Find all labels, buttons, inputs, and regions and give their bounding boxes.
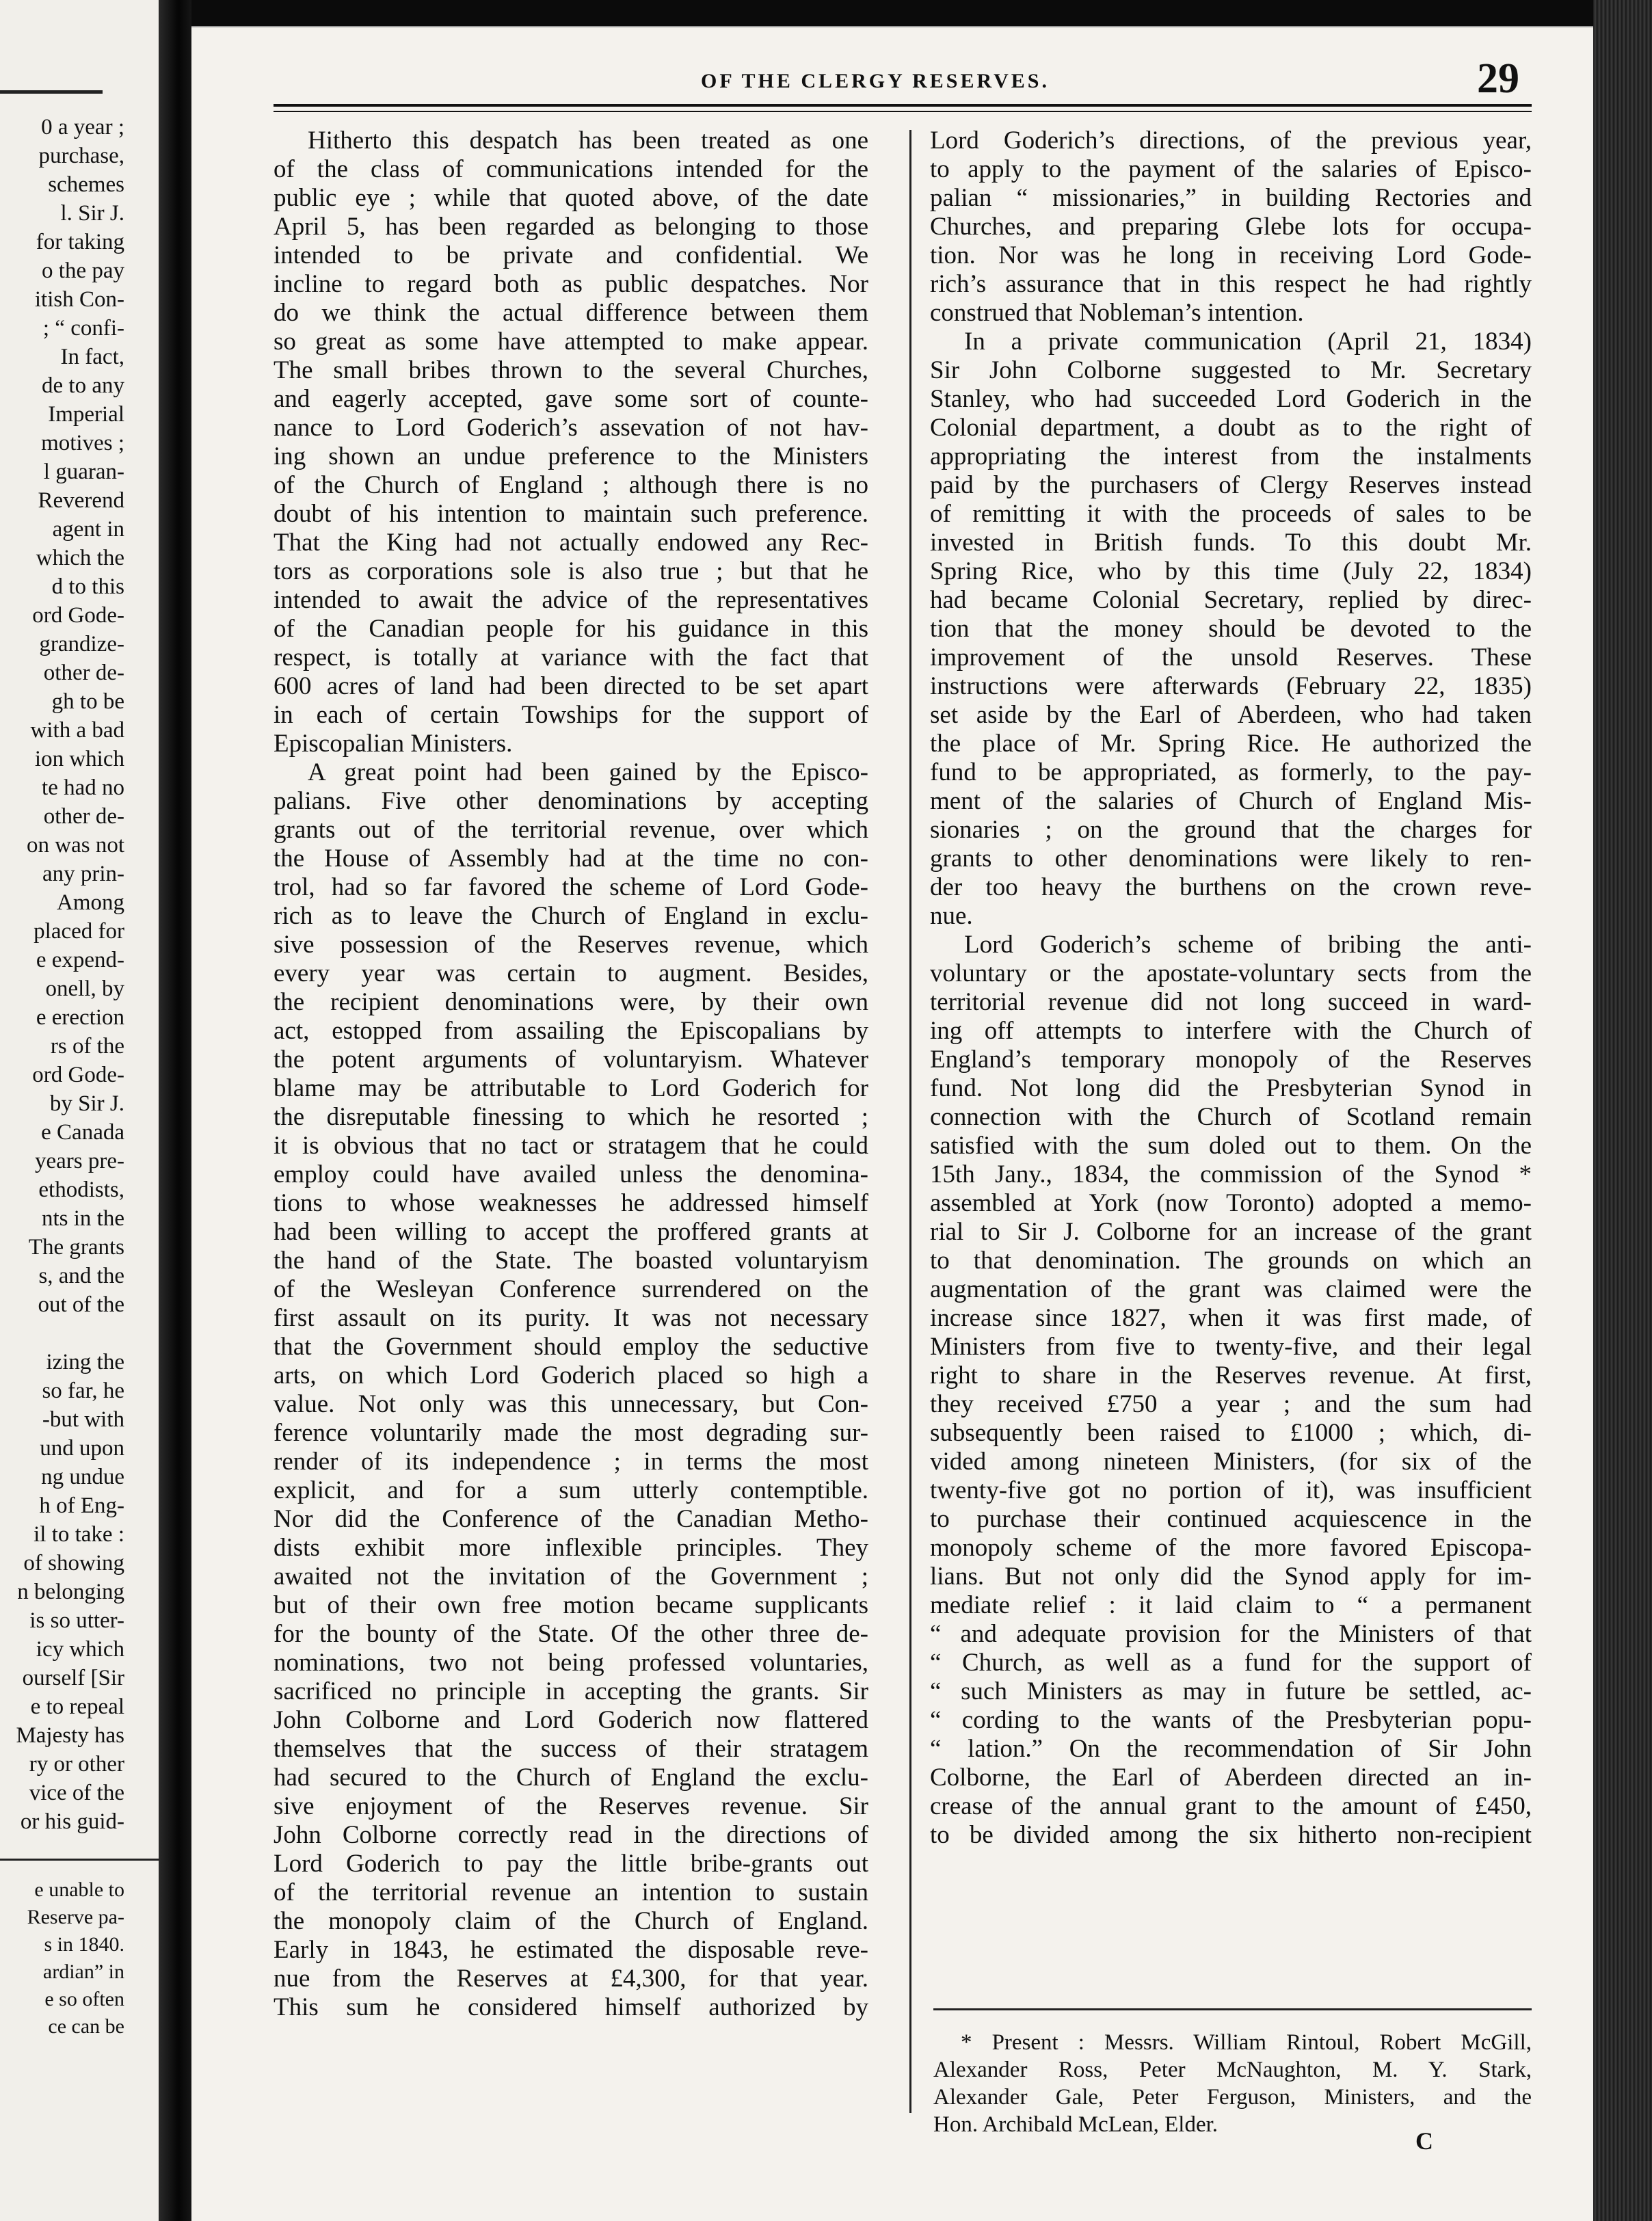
text-line: blame may be attributable to Lord Goderich for — [274, 1074, 868, 1102]
page-number: 29 — [1477, 55, 1519, 102]
text-line: the potent arguments of voluntaryism. Whatever — [274, 1046, 868, 1074]
text-line: Episcopalian Ministers. — [274, 730, 513, 758]
text-line: paid by the purchasers of Clergy Reserves instead — [930, 471, 1532, 499]
text-line: John Colborne correctly read in the directions of — [274, 1821, 868, 1849]
text-line: Ministers from five to twenty-five, and their legal — [930, 1333, 1532, 1361]
text-line: s, and the — [38, 1264, 124, 1288]
text-line: Early in 1843, he estimated the disposable reve- — [274, 1936, 868, 1964]
text-line: the House of Assembly had at the time no con- — [274, 844, 868, 873]
text-line: nominations, two not being professed voluntaries, — [274, 1649, 868, 1677]
text-line: Stanley, who had succeeded Lord Goderich in the — [930, 385, 1532, 413]
text-line: ord Gode- — [32, 603, 124, 628]
text-line: and eagerly accepted, gave some sort of counte- — [274, 385, 868, 413]
text-line: other de- — [43, 804, 124, 829]
text-line: territorial revenue did not long succeed in ward- — [930, 988, 1532, 1016]
text-line: * Present : Messrs. William Rintoul, Robert McGill, — [961, 2030, 1532, 2055]
text-line: the place of Mr. Spring Rice. He authorized the — [930, 730, 1532, 758]
text-line: so far, he — [42, 1379, 124, 1403]
text-line: augmentation of the grant was claimed were the — [930, 1275, 1532, 1303]
text-line: public eye ; while that quoted above, of the date — [274, 184, 868, 212]
text-line: for the bounty of the State. Of the other three de- — [274, 1620, 868, 1648]
text-line: invested in British funds. To this doubt Mr. — [930, 529, 1532, 557]
text-line: any prin- — [42, 862, 124, 886]
text-line: motives ; — [41, 431, 124, 455]
text-line: e unable to — [34, 1878, 124, 1901]
text-line: the disreputable finessing to which he resorted ; — [274, 1103, 868, 1131]
text-line: l. Sir J. — [60, 201, 124, 226]
text-line: the hand of the State. The boasted voluntaryism — [274, 1247, 868, 1275]
text-line: 600 acres of land had been directed to be set apart — [274, 672, 868, 700]
text-line: had been willing to accept the proffered grants at — [274, 1218, 868, 1246]
text-line: nts in the — [42, 1206, 124, 1231]
text-line: crease of the annual grant to the amount of £450, — [930, 1792, 1532, 1820]
text-line: monopoly scheme of the more favored Episcopa- — [930, 1534, 1532, 1562]
text-line: The small bribes thrown to the several Churches, — [274, 356, 868, 384]
text-line: tion. Nor was he long in receiving Lord Gode- — [930, 241, 1532, 269]
text-line: doubt of his intention to maintain such preference. — [274, 500, 868, 528]
text-line — [0, 1319, 159, 1348]
text-line: intended to be private and confidential. We — [274, 241, 868, 269]
text-line: construed that Nobleman’s intention. — [930, 299, 1304, 327]
text-line: itish Con- — [34, 287, 124, 312]
text-line: Lord Goderich’s directions, of the previous year, — [930, 127, 1532, 155]
text-line: of the territorial revenue an intention to sustain — [274, 1878, 868, 1906]
text-line: rial to Sir J. Colborne for an increase of the grant — [930, 1218, 1532, 1246]
text-line: respect, is totally at variance with the fact that — [274, 643, 868, 671]
text-line: purchase, — [38, 144, 124, 168]
text-line: first assault on its purity. It was not necessary — [274, 1304, 868, 1332]
text-line: mediate relief : it laid claim to “ a permanent — [930, 1591, 1532, 1619]
text-line: the recipient denominations were, by their own — [274, 988, 868, 1016]
text-line: April 5, has been regarded as belonging to those — [274, 213, 868, 241]
text-line: Lord Goderich’s scheme of bribing the anti- — [964, 931, 1532, 959]
text-line: increase since 1827, when it was first made, of — [930, 1304, 1532, 1332]
text-line: placed for — [34, 919, 124, 944]
text-line: act, estopped from assailing the Episcopalians by — [274, 1017, 868, 1045]
text-line: voluntary or the apostate-voluntary sects from the — [930, 959, 1532, 987]
text-line: Reserve pa- — [27, 1906, 124, 1928]
left-page-footnote — [0, 1876, 159, 2040]
text-line: ment of the salaries of Church of England Mis- — [930, 787, 1532, 815]
text-line: This sum he considered himself authorized by — [274, 1993, 868, 2021]
text-line: “ lation.” On the recommendation of Sir John — [930, 1735, 1532, 1763]
text-line: 15th Jany., 1834, the commission of the Synod * — [930, 1160, 1532, 1188]
text-line: ing off attempts to interfere with the Church of — [930, 1017, 1532, 1045]
text-line: n belonging — [17, 1580, 124, 1604]
text-line: tors as corporations sole is also true ; but that he — [274, 557, 868, 585]
text-line: onell, by — [45, 976, 124, 1001]
text-line: s in 1840. — [44, 1933, 124, 1956]
text-line: of the Canadian people for his guidance in this — [274, 615, 868, 643]
text-line: Majesty has — [16, 1723, 124, 1748]
text-line: Imperial — [48, 402, 124, 427]
text-line: d to this — [51, 574, 124, 599]
text-line: tion that the money should be devoted to the — [930, 615, 1532, 643]
text-line: tions to whose weaknesses he addressed himself — [274, 1189, 868, 1217]
text-line: dists exhibit more inflexible principles. They — [274, 1534, 868, 1562]
text-line: Spring Rice, who by this time (July 22, 1834) — [930, 557, 1532, 585]
text-line: subsequently been raised to £1000 ; which, di- — [930, 1419, 1532, 1447]
text-line: awaited not the invitation of the Government ; — [274, 1562, 868, 1591]
text-line: “ and adequate provision for the Ministers of that — [930, 1620, 1532, 1648]
text-line: palians. Five other denominations by accepting — [274, 787, 868, 815]
left-page-rule — [0, 90, 103, 94]
text-line: sive possession of the Reserves revenue, which — [274, 931, 868, 959]
text-line: ce can be — [48, 2015, 124, 2038]
text-line: Sir John Colborne suggested to Mr. Secretary — [930, 356, 1532, 384]
text-line: they received £750 a year ; and the sum had — [930, 1390, 1532, 1418]
text-line: value. Not only was this unnecessary, but Con- — [274, 1390, 868, 1418]
text-line: England’s temporary monopoly of the Reserves — [930, 1046, 1532, 1074]
text-line: sive enjoyment of the Reserves revenue. Sir — [274, 1792, 868, 1820]
text-line: it is obvious that no tact or stratagem that he could — [274, 1132, 868, 1160]
gutter-shadow — [159, 0, 191, 2221]
text-line: arts, on which Lord Goderich placed so high a — [274, 1361, 868, 1389]
catchword: C — [1415, 2127, 1433, 2155]
text-line: had became Colonial Secretary, replied by direc- — [930, 586, 1532, 614]
text-line: sionaries ; on the ground that the charges for — [930, 816, 1532, 844]
text-line: sacrificed no principle in accepting the grants. Sir — [274, 1677, 868, 1705]
text-line: de to any — [42, 373, 124, 398]
text-line: of the Church of England ; although there is no — [274, 471, 868, 499]
text-line: ourself [Sir — [22, 1666, 124, 1690]
text-line: e so often — [44, 1988, 124, 2010]
text-line: ion which — [34, 747, 124, 771]
text-line: render of its independence ; in terms the most — [274, 1448, 868, 1476]
text-line: Hitherto this despatch has been treated as one — [308, 127, 868, 155]
text-line: agent in — [52, 517, 124, 542]
text-line: instructions were afterwards (February 22, 1835) — [930, 672, 1532, 700]
text-line: for taking — [36, 230, 124, 254]
text-line: connection with the Church of Scotland remain — [930, 1103, 1532, 1131]
text-line: grandize- — [39, 632, 124, 656]
text-line: Churches, and preparing Glebe lots for occupa- — [930, 213, 1532, 241]
text-line: ethodists, — [38, 1178, 124, 1202]
text-line: rs of the — [50, 1034, 124, 1059]
text-line: out of the — [38, 1292, 124, 1317]
text-line: e erection — [36, 1005, 124, 1030]
text-line: h of Eng- — [39, 1493, 124, 1518]
text-line: nue from the Reserves at £4,300, for that year. — [274, 1965, 868, 1993]
text-line: trol, had so far favored the scheme of Lord Gode- — [274, 873, 868, 901]
text-line: to apply to the payment of the salaries of Episco- — [930, 155, 1532, 183]
text-line: Lord Goderich to pay the little bribe-grants out — [274, 1850, 868, 1878]
text-line: fund to be appropriated, as formerly, to the pay- — [930, 758, 1532, 786]
text-line: had secured to the Church of England the exclu- — [274, 1764, 868, 1792]
text-line: to be divided among the six hitherto non-recipient — [930, 1821, 1532, 1849]
running-title: OF THE CLERGY RESERVES. — [701, 70, 1050, 92]
text-line: vice of the — [29, 1781, 124, 1805]
text-line: Nor did the Conference of the Canadian Metho- — [274, 1505, 868, 1533]
text-line: ord Gode- — [32, 1063, 124, 1087]
text-line: by Sir J. — [49, 1091, 124, 1116]
text-line: te had no — [42, 775, 124, 800]
text-line: il to take : — [34, 1522, 124, 1547]
text-line: the monopoly claim of the Church of England. — [274, 1907, 868, 1935]
text-line: appropriating the interest from the instalments — [930, 442, 1532, 470]
text-line: und upon — [40, 1436, 124, 1461]
text-line: of the class of communications intended for the — [274, 155, 868, 183]
text-line: which the — [36, 546, 124, 570]
text-line: right to share in the Reserves revenue. At first, — [930, 1361, 1532, 1389]
text-line: ry or other — [29, 1752, 124, 1777]
text-line: improvement of the unsold Reserves. These — [930, 643, 1532, 671]
text-line: do we think the actual difference between them — [274, 299, 868, 327]
text-line: “ such Ministers as may in future be settled, ac- — [930, 1677, 1532, 1705]
text-line: assembled at York (now Toronto) adopted a memo- — [930, 1189, 1532, 1217]
text-line: or his guid- — [20, 1809, 124, 1834]
text-line: themselves that the success of their stratagem — [274, 1735, 868, 1763]
text-line: Among — [57, 890, 124, 915]
text-line: of showing — [23, 1551, 124, 1575]
text-line: employ could have availed unless the denomina- — [274, 1160, 868, 1188]
left-column-text — [274, 127, 868, 2022]
text-line: set aside by the Earl of Aberdeen, who had taken — [930, 701, 1532, 729]
text-line: schemes — [48, 172, 124, 197]
text-line: fund. Not long did the Presbyterian Synod in — [930, 1074, 1532, 1102]
text-line: grants out of the territorial revenue, over which — [274, 816, 868, 844]
text-line: ardian” in — [42, 1960, 124, 1983]
text-line: gh to be — [51, 689, 124, 714]
text-line: vided among nineteen Ministers, (for six of the — [930, 1448, 1532, 1476]
text-line: Colonial department, a doubt as to the right of — [930, 414, 1532, 442]
footnote — [933, 2029, 1532, 2138]
text-line: to purchase their continued acquiescence in the — [930, 1505, 1532, 1533]
header-rule-thick — [274, 104, 1532, 107]
text-line: icy which — [36, 1637, 124, 1662]
text-line: of the Wesleyan Conference surrendered on the — [274, 1275, 868, 1303]
text-line: ng undue — [41, 1465, 124, 1489]
text-line: rich’s assurance that in this respect he had rightly — [930, 270, 1532, 298]
page-edge-stack — [1593, 0, 1652, 2221]
text-line: but of their own free motion became supplicants — [274, 1591, 868, 1619]
left-page-fragment — [0, 0, 159, 2221]
text-line: ference voluntarily made the most degrading sur- — [274, 1419, 868, 1447]
text-line: nue. — [930, 902, 973, 930]
text-line: Alexander Ross, Peter McNaughton, M. Y. Stark, — [933, 2058, 1532, 2082]
text-line: grants to other denominations were likely to ren- — [930, 844, 1532, 873]
left-page-footnote-rule — [0, 1859, 159, 1861]
text-line: John Colborne and Lord Goderich now flattered — [274, 1706, 868, 1734]
text-line: explicit, and for a sum utterly contemptible. — [274, 1476, 868, 1504]
text-line: In a private communication (April 21, 1834) — [964, 328, 1532, 356]
text-line: lians. But not only did the Synod apply for im- — [930, 1562, 1532, 1591]
text-line: Alexander Gale, Peter Ferguson, Ministers, and the — [933, 2085, 1532, 2110]
text-line: other de- — [43, 661, 124, 685]
column-divider — [909, 130, 911, 2113]
text-line: That the King had not actually endowed any Rec- — [274, 529, 868, 557]
text-line: A great point had been gained by the Episco- — [308, 758, 868, 786]
text-line: in each of certain Towships for the support of — [274, 701, 868, 729]
text-line: intended to await the advice of the representatives — [274, 586, 868, 614]
text-line: e Canada — [41, 1120, 124, 1145]
text-line: every year was certain to augment. Besides, — [274, 959, 868, 987]
text-line: “ cording to the wants of the Presbyterian popu- — [930, 1706, 1532, 1734]
text-line: 0 a year ; — [41, 115, 124, 139]
text-line: with a bad — [30, 718, 124, 743]
text-line: so great as some have attempted to make appear. — [274, 328, 868, 356]
text-line: izing the — [46, 1350, 124, 1374]
text-line: rich as to leave the Church of England in exclu- — [274, 902, 868, 930]
text-line: palian “ missionaries,” in building Rectories and — [930, 184, 1532, 212]
text-line: incline to regard both as public despatches. Nor — [274, 270, 868, 298]
text-line: satisfied with the sum doled out to them. On the — [930, 1132, 1532, 1160]
text-line: e to repeal — [30, 1694, 124, 1719]
text-line: is so utter- — [29, 1608, 124, 1633]
text-line: o the pay — [42, 258, 124, 283]
text-line: on was not — [27, 833, 124, 857]
text-line: twenty-five got no portion of it), was insufficient — [930, 1476, 1532, 1504]
text-line: of remitting it with the proceeds of sales to be — [930, 500, 1532, 528]
text-line: Hon. Archibald McLean, Elder. — [933, 2112, 1218, 2137]
header-rule-thin — [274, 111, 1532, 112]
right-page — [191, 26, 1593, 2221]
footnote-rule — [933, 2008, 1532, 2010]
text-line: Colborne, the Earl of Aberdeen directed an in- — [930, 1764, 1532, 1792]
text-line: Reverend — [38, 488, 124, 513]
text-line: ; “ confi- — [42, 316, 124, 341]
text-line: nance to Lord Goderich’s assevation of not hav- — [274, 414, 868, 442]
left-page-text — [0, 113, 159, 1836]
text-line: that the Government should employ the seductive — [274, 1333, 868, 1361]
text-line: The grants — [28, 1235, 124, 1260]
text-line: l guaran- — [43, 460, 124, 484]
text-line: In fact, — [60, 345, 124, 369]
text-line: years pre- — [34, 1149, 124, 1173]
text-line: ing shown an undue preference to the Ministers — [274, 442, 868, 470]
text-line: e expend- — [36, 948, 124, 972]
text-line: to that denomination. The grounds on which an — [930, 1247, 1532, 1275]
text-line: “ Church, as well as a fund for the support of — [930, 1649, 1532, 1677]
right-column-text — [930, 127, 1532, 1850]
text-line: der too heavy the burthens on the crown reve- — [930, 873, 1532, 901]
text-line: -but with — [42, 1407, 124, 1432]
